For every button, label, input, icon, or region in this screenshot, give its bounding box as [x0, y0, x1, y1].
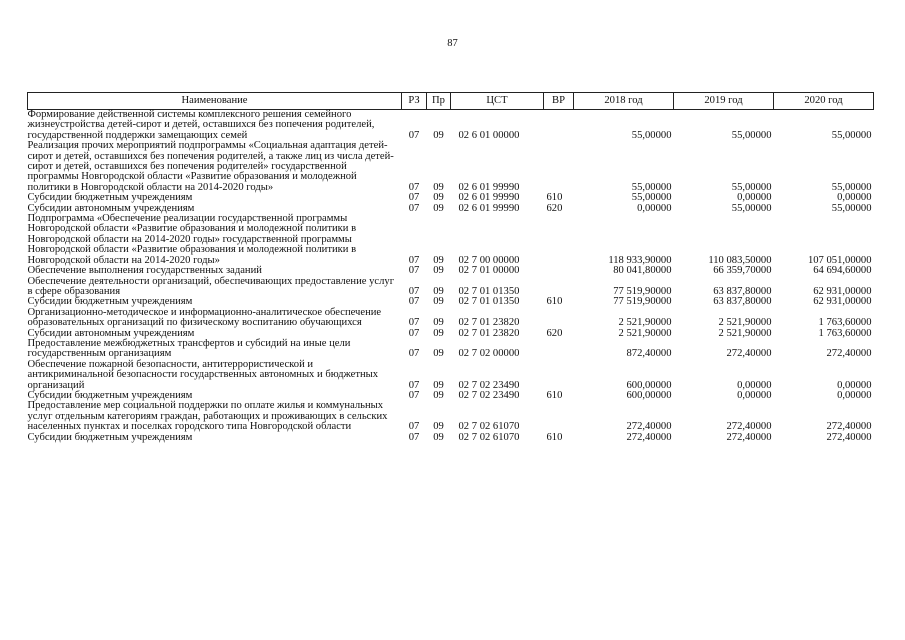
row-rz: 07: [408, 254, 420, 266]
row-cst: 02 6 01 99990: [458, 202, 520, 214]
row-vr: [544, 339, 574, 360]
table-row: [28, 360, 874, 391]
row-rz: 07: [408, 202, 420, 214]
row-vr: 610: [546, 431, 563, 443]
header-2019: 2019 год: [674, 93, 774, 110]
row-name: Субсидии бюджетным учреждениям: [27, 296, 193, 308]
row-name: Субсидии автономным учреждениям: [27, 202, 195, 214]
row-pr: 09: [433, 181, 444, 193]
row-rz: 07: [408, 389, 420, 401]
row-2018: 55,00000: [631, 181, 672, 193]
row-vr: [544, 277, 574, 298]
row-2018: 872,40000: [626, 348, 672, 360]
row-rz: 07: [408, 348, 420, 360]
row-2019: 0,00000: [737, 379, 772, 391]
row-2018: 2 521,90000: [618, 317, 672, 329]
table-row: [28, 308, 874, 329]
row-cst: 02 6 01 00000: [458, 129, 520, 141]
row-pr: 09: [433, 421, 444, 433]
row-2020: 107 051,00000: [807, 254, 872, 266]
row-2018: 0,00000: [637, 202, 672, 214]
row-pr: 09: [433, 202, 444, 214]
header-pr: Пр: [427, 93, 451, 110]
row-2019: 63 837,80000: [713, 296, 772, 308]
row-rz: 07: [408, 181, 420, 193]
row-2020: 62 931,00000: [813, 296, 872, 308]
row-cst: 02 7 02 23490: [458, 379, 520, 391]
row-name: Реализация прочих мероприятий подпрограммы «Социальная адаптация детей-сирот и детей, оставшихся без попечения родителей, а также лиц из числа детей-сирот и детей, оставшихся без попечения родителей» государственной программы Новгородской области «Развитие образования и молодежной политики в Новгородской области на 2014-2020 годы»: [27, 140, 394, 193]
row-pr: 09: [433, 327, 444, 339]
row-cst: 02 6 01 99990: [458, 181, 520, 193]
row-cst: 02 7 01 23820: [458, 317, 520, 329]
row-2020: 64 694,60000: [813, 265, 872, 277]
row-2019: 110 083,50000: [708, 254, 772, 266]
row-2020: 1 763,60000: [818, 317, 872, 329]
budget-table: [27, 92, 874, 443]
row-cst: 02 7 01 00000: [458, 265, 520, 277]
row-cst: 02 7 02 61070: [458, 421, 520, 433]
row-name: Обеспечение деятельности организаций, обеспечивающих предоставление услуг в сфере образования: [27, 275, 395, 297]
row-2020: 272,40000: [826, 348, 872, 360]
row-2018: 55,00000: [631, 129, 672, 141]
row-cst: 02 7 01 23820: [458, 327, 520, 339]
row-2020: 0,00000: [837, 379, 872, 391]
row-rz: 07: [408, 327, 420, 339]
row-2019: 272,40000: [726, 421, 772, 433]
row-2018: 77 519,90000: [613, 296, 672, 308]
table-row: [28, 339, 874, 360]
row-name: Субсидии бюджетным учреждениям: [27, 389, 193, 401]
row-2018: 272,40000: [626, 421, 672, 433]
row-vr: [544, 110, 574, 142]
row-2018: 272,40000: [626, 431, 672, 443]
row-2019: 63 837,80000: [713, 285, 772, 297]
row-name: Формирование действенной системы комплексного решения семейного жизнеустройства детей-сирот и детей, оставшихся без попечения родителей, государственной поддержки замещающих семей: [27, 109, 375, 141]
row-cst: 02 6 01 99990: [458, 192, 520, 204]
table-row: [28, 266, 874, 276]
row-pr: 09: [433, 254, 444, 266]
row-cst: 02 7 02 23490: [458, 389, 520, 401]
row-2020: 272,40000: [826, 421, 872, 433]
row-name: Субсидии бюджетным учреждениям: [27, 431, 193, 443]
row-rz: 07: [408, 129, 420, 141]
row-vr: 610: [546, 192, 563, 204]
row-rz: 07: [408, 192, 420, 204]
row-2020: 55,00000: [831, 202, 872, 214]
row-vr: 610: [546, 296, 563, 308]
header-2020: 2020 год: [774, 93, 874, 110]
header-cst: ЦСТ: [451, 93, 544, 110]
row-2020: 55,00000: [831, 129, 872, 141]
row-name: Организационно-методическое и информационно-аналитическое обеспечение образовательных организаций по физическому воспитанию обучающихся: [27, 306, 382, 329]
table-row: [28, 277, 874, 298]
row-cst: 02 7 01 01350: [458, 296, 520, 308]
row-2020: 55,00000: [831, 181, 872, 193]
row-2019: 2 521,90000: [718, 317, 772, 329]
row-pr: 09: [433, 285, 444, 297]
row-vr: 620: [546, 202, 563, 214]
row-vr: 610: [546, 389, 563, 401]
row-rz: 07: [408, 317, 420, 329]
table-row: [28, 433, 874, 443]
table-row: [28, 214, 874, 266]
row-2019: 55,00000: [731, 129, 772, 141]
row-name: Субсидии бюджетным учреждениям: [27, 192, 193, 204]
row-pr: 09: [433, 389, 444, 401]
row-vr: [544, 266, 574, 276]
table-body: [28, 110, 874, 444]
row-rz: 07: [408, 265, 420, 277]
row-name: Субсидии автономным учреждениям: [27, 327, 195, 339]
table-header-row: [28, 93, 874, 110]
row-name: Предоставление межбюджетных трансфертов и субсидий на иные цели государственным организациям: [27, 337, 351, 360]
row-2018: 600,00000: [626, 379, 672, 391]
row-2018: 80 041,80000: [613, 265, 672, 277]
row-cst: 02 7 00 00000: [458, 254, 520, 266]
row-vr: 620: [546, 327, 563, 339]
header-vr: ВР: [544, 93, 574, 110]
row-vr: [544, 360, 574, 391]
row-rz: 07: [408, 379, 420, 391]
row-2018: 55,00000: [631, 192, 672, 204]
row-rz: 07: [408, 431, 420, 443]
row-pr: 09: [433, 379, 444, 391]
row-vr: [544, 141, 574, 193]
row-2020: 62 931,00000: [813, 285, 872, 297]
row-pr: 09: [433, 431, 444, 443]
row-rz: 07: [408, 285, 420, 297]
row-pr: 09: [433, 317, 444, 329]
row-pr: 09: [433, 192, 444, 204]
row-name: Предоставление мер социальной поддержки по оплате жилья и коммунальных услуг отдельным категориям граждан, работающих и проживающих в сельских населенных пунктах и поселках городского типа Новгородской области: [27, 400, 388, 433]
row-rz: 07: [408, 421, 420, 433]
row-2018: 2 521,90000: [618, 327, 672, 339]
row-2018: 77 519,90000: [613, 285, 672, 297]
row-vr: [544, 214, 574, 266]
row-2018: 600,00000: [626, 389, 672, 401]
row-vr: [544, 401, 574, 432]
table-row: [28, 401, 874, 432]
row-2019: 272,40000: [726, 348, 772, 360]
row-2020: 0,00000: [837, 389, 872, 401]
row-2019: 2 521,90000: [718, 327, 772, 339]
row-2019: 0,00000: [737, 192, 772, 204]
row-pr: 09: [433, 296, 444, 308]
row-name: Подпрограмма «Обеспечение реализации государственной программы Новгородской области «Развитие образования и молодежной политики в Новгородской области на 2014-2020 годы» государственной программы Новгородской области «Развитие образования и молодежной политики в Новгородской области на 2014-2020 годы»: [27, 213, 357, 266]
row-rz: 07: [408, 296, 420, 308]
row-2020: 272,40000: [826, 431, 872, 443]
row-2020: 0,00000: [837, 192, 872, 204]
table-row: [28, 110, 874, 142]
row-name: Обеспечение выполнения государственных заданий: [27, 265, 262, 277]
row-2019: 272,40000: [726, 431, 772, 443]
row-2019: 66 359,70000: [713, 265, 772, 277]
header-2018: 2018 год: [574, 93, 674, 110]
row-pr: 09: [433, 265, 444, 277]
header-name: Наименование: [28, 93, 402, 110]
row-2019: 55,00000: [731, 202, 772, 214]
table-row: [28, 141, 874, 193]
row-2019: 0,00000: [737, 389, 772, 401]
header-rz: РЗ: [402, 93, 427, 110]
row-vr: [544, 308, 574, 329]
row-pr: 09: [433, 129, 444, 141]
row-cst: 02 7 01 01350: [458, 285, 520, 297]
row-2020: 1 763,60000: [818, 327, 872, 339]
row-cst: 02 7 02 00000: [458, 348, 520, 360]
row-pr: 09: [433, 348, 444, 360]
row-cst: 02 7 02 61070: [458, 431, 520, 443]
row-2019: 55,00000: [731, 181, 772, 193]
row-2018: 118 933,90000: [608, 254, 672, 266]
page-number: 87: [447, 38, 458, 49]
row-name: Обеспечение пожарной безопасности, антитеррористической и антикриминальной безопасности государственных автономных и бюджетных организаций: [27, 358, 379, 391]
